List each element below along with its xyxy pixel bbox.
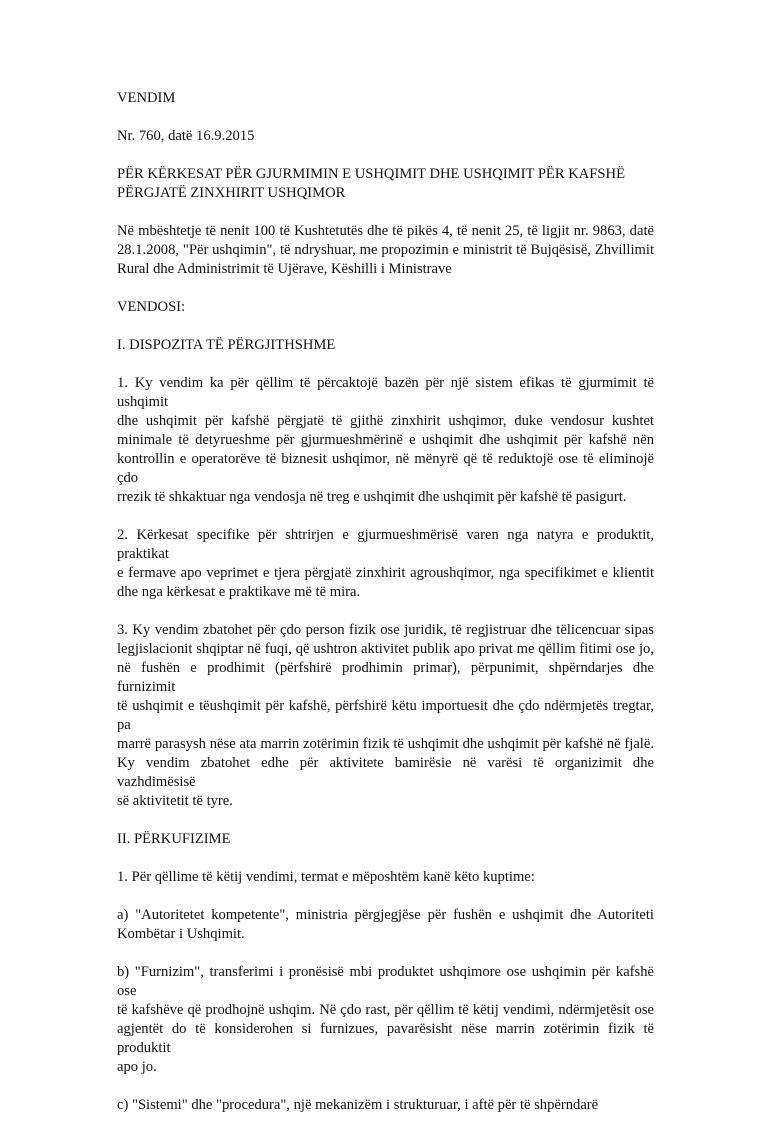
paragraph-line: kontrollin e operatorëve të biznesit ushqimor, në mënyrë që të reduktojë ose të eliminojë çdo	[117, 451, 654, 486]
decision-header	[117, 89, 654, 108]
paragraph-line: në fushën e prodhimit (përfshirë prodhimin primar), përpunimit, shpërndarjes dhe furnizimit	[117, 660, 654, 695]
definition-c	[117, 1096, 654, 1115]
title-line: PËR KËRKESAT PËR GJURMIMIN E USHQIMIT DHE USHQIMIT PËR KAFSHË	[117, 166, 625, 182]
paragraph-line: a) "Autoritetet kompetente", ministria përgjegjëse për fushën e ushqimit dhe Autoriteti	[117, 907, 654, 923]
title-line: PËRGJATË ZINXHIRIT USHQIMOR	[117, 185, 346, 201]
paragraph-line: dhe ushqimit për kafshë përgjatë të gjithë zinxhirit ushqimor, duke vendosur kushtet	[117, 413, 654, 429]
paragraph-line: marrë parasysh nëse ata marrin zotërimin fizik të ushqimit dhe ushqimit për kafshë në fjalë.	[117, 736, 654, 752]
decision-number	[117, 127, 654, 146]
paragraph-line: minimale të detyrueshme për gjurmueshmërinë e ushqimit dhe ushqimit për kafshë nën	[117, 432, 654, 448]
definitions-intro	[117, 868, 654, 887]
paragraph-line: 2. Kërkesat specifike për shtrirjen e gjurmueshmërisë varen nga natyra e produktit, praktikat	[117, 527, 654, 562]
preamble-line: Në mbështetje të nenit 100 të Kushtetutës dhe të pikës 4, të nenit 25, të ligjit nr. 9863, datë	[117, 223, 654, 239]
section-heading-definitions	[117, 830, 654, 849]
decides-text: VENDOSI:	[117, 299, 186, 315]
section-heading-general	[117, 336, 654, 355]
paragraph-line: e fermave apo veprimet e tjera përgjatë zinxhirit agroushqimor, nga specifikimet e klientit	[117, 565, 654, 581]
decision-title	[117, 165, 654, 203]
general-paragraph-2	[117, 526, 654, 602]
paragraph-line: b) "Furnizim", transferimi i pronësisë mbi produktet ushqimore ose ushqimin për kafshë ose	[117, 964, 654, 999]
paragraph-line: 1. Për qëllime të këtij vendimi, termat e mëposhtëm kanë këto kuptime:	[117, 869, 535, 885]
paragraph-line: apo jo.	[117, 1059, 157, 1075]
section-heading-text: I. DISPOZITA TË PËRGJITHSHME	[117, 337, 336, 353]
preamble	[117, 222, 654, 279]
general-paragraph-3	[117, 621, 654, 811]
paragraph-line: legjislacionit shqiptar në fuqi, që ushtron aktivitet publik apo privat me qëllim fitimi ose jo,	[117, 641, 654, 657]
paragraph-line: 3. Ky vendim zbatohet për çdo person fizik ose juridik, të regjistruar dhe tëlicencuar sipas	[117, 622, 654, 638]
paragraph-line: Kombëtar i Ushqimit.	[117, 926, 245, 942]
section-heading-text: II. PËRKUFIZIME	[117, 831, 231, 847]
decision-number-text: Nr. 760, datë 16.9.2015	[117, 128, 255, 144]
paragraph-line: Ky vendim zbatohet edhe për aktivitete bamirësie në varësi të organizimit dhe vazhdimësisë	[117, 755, 654, 790]
paragraph-line: rrezik të shkaktuar nga vendosja në treg e ushqimit dhe ushqimit për kafshë të pasigurt.	[117, 489, 627, 505]
paragraph-line: agjentët do të konsiderohen si furnizues, pavarësisht nëse marrin zotërimin fizik të produktit	[117, 1021, 654, 1056]
general-paragraph-1	[117, 374, 654, 507]
definition-a	[117, 906, 654, 944]
document-page	[117, 89, 654, 1134]
paragraph-line: c) "Sistemi" dhe "procedura", një mekanizëm i strukturuar, i aftë për të shpërndarë	[117, 1097, 599, 1113]
paragraph-line: së aktivitetit të tyre.	[117, 793, 233, 809]
paragraph-line: dhe nga kërkesat e praktikave më të mira.	[117, 584, 361, 600]
preamble-line: Rural dhe Administrimit të Ujërave, Këshilli i Ministrave	[117, 261, 452, 277]
preamble-line: 28.1.2008, "Për ushqimin", të ndryshuar, me propozimin e ministrit të Bujqësisë, Zhvillimit	[117, 242, 654, 258]
paragraph-line: të kafshëve që prodhojnë ushqim. Në çdo rast, për qëllim të këtij vendimi, ndërmjetësit ose	[117, 1002, 654, 1018]
decides-label	[117, 298, 654, 317]
paragraph-line: 1. Ky vendim ka për qëllim të përcaktojë bazën për një sistem efikas të gjurmimit të ushqimit	[117, 375, 654, 410]
paragraph-line: të ushqimit e tëushqimit për kafshë, përfshirë këtu importuesit dhe çdo ndërmjetës tregtar, pa	[117, 698, 654, 733]
definition-b	[117, 963, 654, 1077]
decision-header-text: VENDIM	[117, 90, 176, 106]
